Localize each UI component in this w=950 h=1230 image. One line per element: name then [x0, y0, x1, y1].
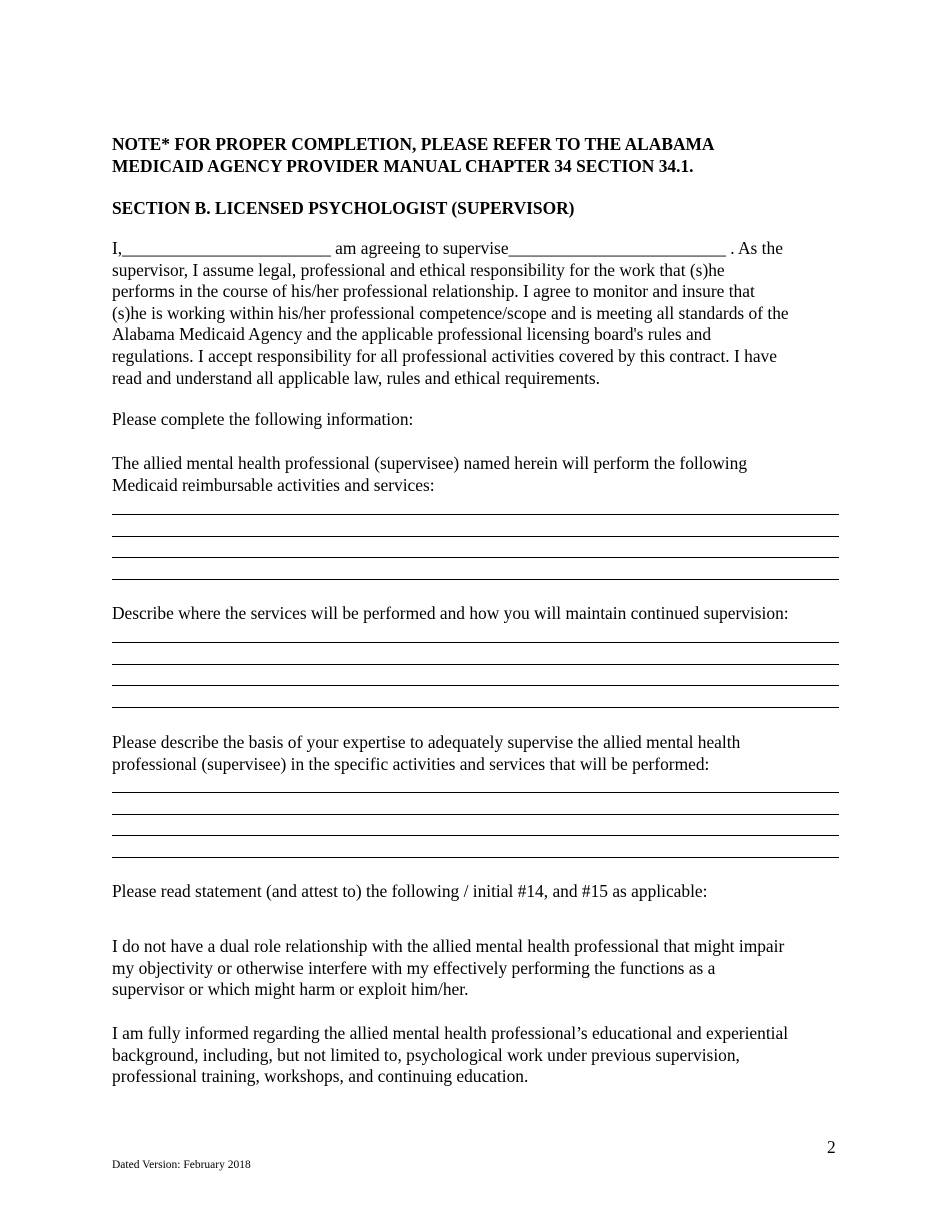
- statement-informed-line-2: background, including, but not limited to, psychological work under previous supervision,: [112, 1044, 740, 1065]
- question-expertise-line-2: professional (supervisee) in the specific activities and services that will be performed:: [112, 753, 710, 774]
- statement-dual-role-line-2: my objectivity or otherwise interfere with my effectively performing the functions as a: [112, 957, 716, 978]
- note-line-2: MEDICAID AGENCY PROVIDER MANUAL CHAPTER 34 SECTION 34.1.: [112, 155, 694, 176]
- question-location: [112, 603, 852, 625]
- dated-version-footer: Dated Version: February 2018: [112, 1159, 251, 1171]
- statement-dual-role-line-1: I do not have a dual role relationship with the allied mental health professional that might impair: [112, 936, 785, 956]
- statement-informed-line-3: professional training, workshops, and continuing education.: [112, 1066, 529, 1087]
- question-activities-line-1: The allied mental health professional (supervisee) named herein will perform the following: [112, 453, 748, 473]
- agreement-line-4: (s)he is working within his/her professional competence/scope and is meeting all standards of the: [112, 302, 789, 323]
- statement-informed-line-1: I am fully informed regarding the allied mental health professional’s educational and experiential: [112, 1023, 789, 1043]
- question-expertise-line-1: Please describe the basis of your expertise to adequately supervise the allied mental health: [112, 732, 741, 752]
- answer-line[interactable]: [112, 792, 839, 793]
- agreement-line-7: read and understand all applicable law, rules and ethical requirements.: [112, 367, 601, 388]
- answer-line[interactable]: [112, 685, 839, 686]
- agreement-paragraph: [112, 238, 852, 389]
- answer-line[interactable]: [112, 557, 839, 558]
- agreement-line-6: regulations. I accept responsibility for all professional activities covered by this contract. I have: [112, 345, 777, 366]
- page-number: 2: [827, 1137, 836, 1157]
- note-heading: [112, 134, 852, 177]
- section-title: SECTION B. LICENSED PSYCHOLOGIST (SUPERVISOR): [112, 198, 575, 218]
- statement-informed: [112, 1023, 852, 1088]
- answer-line[interactable]: [112, 579, 839, 580]
- answer-line[interactable]: [112, 514, 839, 515]
- agreement-line-3: performs in the course of his/her professional relationship. I agree to monitor and insure that: [112, 281, 755, 302]
- note-line-1: NOTE* FOR PROPER COMPLETION, PLEASE REFER TO THE ALABAMA: [112, 134, 715, 154]
- answer-line[interactable]: [112, 857, 839, 858]
- agreement-line-1: I,________________________ am agreeing to supervise_________________________ . As the: [112, 238, 783, 258]
- question-activities: [112, 453, 852, 496]
- statement-dual-role-line-3: supervisor or which might harm or exploit him/her.: [112, 979, 469, 1000]
- statement-dual-role: [112, 936, 852, 1001]
- answer-line[interactable]: [112, 536, 839, 537]
- answer-line[interactable]: [112, 707, 839, 708]
- question-location-line-1: Describe where the services will be performed and how you will maintain continued supervision:: [112, 603, 789, 623]
- question-expertise: [112, 732, 852, 775]
- answer-line[interactable]: [112, 642, 839, 643]
- agreement-line-5: Alabama Medicaid Agency and the applicable professional licensing board's rules and: [112, 324, 712, 345]
- complete-info-text: Please complete the following information:: [112, 409, 414, 429]
- question-activities-line-2: Medicaid reimbursable activities and services:: [112, 474, 435, 495]
- answer-line[interactable]: [112, 664, 839, 665]
- answer-line[interactable]: [112, 835, 839, 836]
- answer-line[interactable]: [112, 814, 839, 815]
- agreement-line-2: supervisor, I assume legal, professional and ethical responsibility for the work that (s)he: [112, 259, 725, 280]
- attest-instruction: Please read statement (and attest to) the following / initial #14, and #15 as applicable:: [112, 881, 708, 901]
